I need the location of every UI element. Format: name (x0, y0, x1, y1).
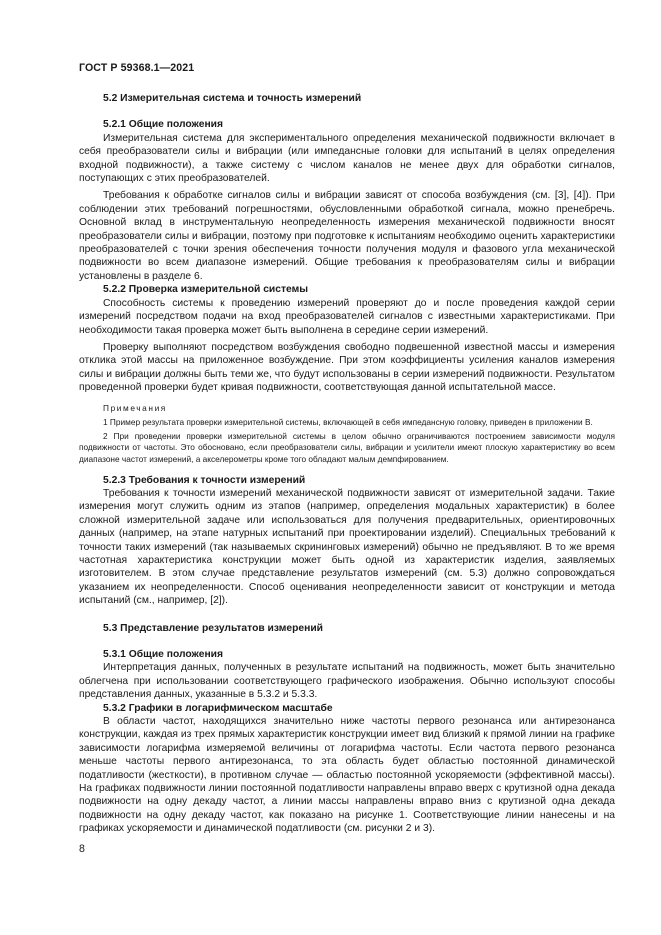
paragraph: Способность системы к проведению измерений проверяют до и после проведения каждой серии измерений посредством подачи на вход преобразователей сигналов с известными характеристиками. При необходимости такая проверка может быть выполнена в середине серии измерений. (79, 297, 615, 336)
subsection-5-3-2-title: 5.3.2 Графики в логарифмическом масштабе (103, 702, 333, 714)
page-body (79, 92, 615, 836)
paragraph: Измерительная система для экспериментального определения механической подвижности включает в себя преобразователи силы и вибрации (или импедансные головки для испытаний в целях определения входной подвижности), а также систему с числом каналов не менее двух для обработки сигналов, поступающих с этих преобразователей. (79, 132, 615, 185)
paragraph: В области частот, находящихся значительно ниже частоты первого резонанса или антирезонанса конструкции, каждая из трех прямых характеристик конструкции имеет вид близкий к прямой линии на графике зависимости логарифма измеряемой величины от логарифма частоты. Если частота первого резонанса меньше частоты первого антирезонанса, то эта область будет областью постоянной динамической податливости (жесткости), в противном случае — областью постоянной ускоряемости (эффективной массы). На графиках подвижности линии постоянной податливости направлены вправо вверх с крутизной одна декада подвижности на одну декаду частот, а линии массы направлены вправо вниз с крутизной одна декада подвижности на одну декаду частот, как показано на рисунке 1. Соответствующие линии нанесены и на графиках ускоряемости и динамической податливости (см. рисунки 2 и 3). (79, 716, 615, 835)
note-item: 2 При проведении проверки измерительной системы в целом обычно ограничиваются построением зависимости модуля подвижности от частоты. Это обосновано, если преобразователи силы, вибрации и усилители имеют плоскую характеристику во всем диапазоне частот измерений, а акселерометры кроме того обладают малым демпфированием. (79, 430, 615, 464)
paragraph: Проверку выполняют посредством возбуждения свободно подвешенной известной массы и измерения отклика этой массы на приложенное возбуждение. При этом коэффициенты усиления каналов измерения силы и вибрации должны быть теми же, что будут использованы в серии измерений подвижности. Результатом проведенной проверки будет кривая подвижности, соответствующая данной испытательной массе. (79, 341, 615, 394)
subsection-5-3-1-title: 5.3.1 Общие положения (103, 648, 223, 660)
subsection-5-2-3-title: 5.2.3 Требования к точности измерений (103, 474, 306, 486)
subsection-5-2-1-title: 5.2.1 Общие положения (103, 119, 223, 131)
section-5-3-title: 5.3 Представление результатов измерений (103, 622, 323, 634)
paragraph: Требования к точности измерений механической подвижности зависят от измерительной задачи. Такие измерения могут служить одним из этапов (например, определения модальных характеристик) в более сложной измерительной задаче или использоваться для получения предварительных, ориентировочных данных (например, на этапе натурных испытаний при проектировании изделий). Специальных требований к точности таких измерений (так называемых скрининговых измерений) обычно не предъявляют. В то же время частотная характеристика конструкции может быть одной из характеристик изделия, заявляемых изготовителем. В этом случае представление результатов измерений (см. 5.3) должно сопровождаться указанием их неопределенности. Способ оценивания неопределенности зависит от конструкции и метода испытаний (см., например, [2]). (79, 487, 615, 607)
notes-title: Примечания (103, 402, 167, 413)
section-5-2-title: 5.2 Измерительная система и точность измерений (103, 93, 362, 104)
note-item: 1 Пример результата проверки измерительной системы, включающей в себя импедансную головку, приведен в приложении В. (103, 417, 593, 428)
page-number: 8 (79, 843, 85, 855)
document-header: ГОСТ Р 59368.1—2021 (79, 62, 195, 74)
notes-block (79, 403, 615, 466)
subsection-5-2-2-title: 5.2.2 Проверка измерительной системы (103, 284, 309, 296)
paragraph: Требования к обработке сигналов силы и вибрации зависят от способа возбуждения (см. [3], [4]). При соблюдении этих требований погрешностями, обусловленными обработкой сигнала, можно пренебречь. Основной вклад в инструментальную неопределенность измерения механической подвижности вносят преобразователи силы и вибрации, поэтому при подготовке к испытаниям необходимо оценить характеристики преобразователей с точки зрения обеспечения точности получения модуля и фазового угла механической подвижности во всем диапазоне измерений. Общие требования к преобразователям силы и вибрации установлены в разделе 6. (79, 190, 615, 282)
paragraph: Интерпретация данных, полученных в результате испытаний на подвижность, может быть значительно облегчена при использовании соответствующего графического изображения. Обычно используют способы представления данных, указанные в 5.3.2 и 5.3.3. (79, 662, 615, 701)
